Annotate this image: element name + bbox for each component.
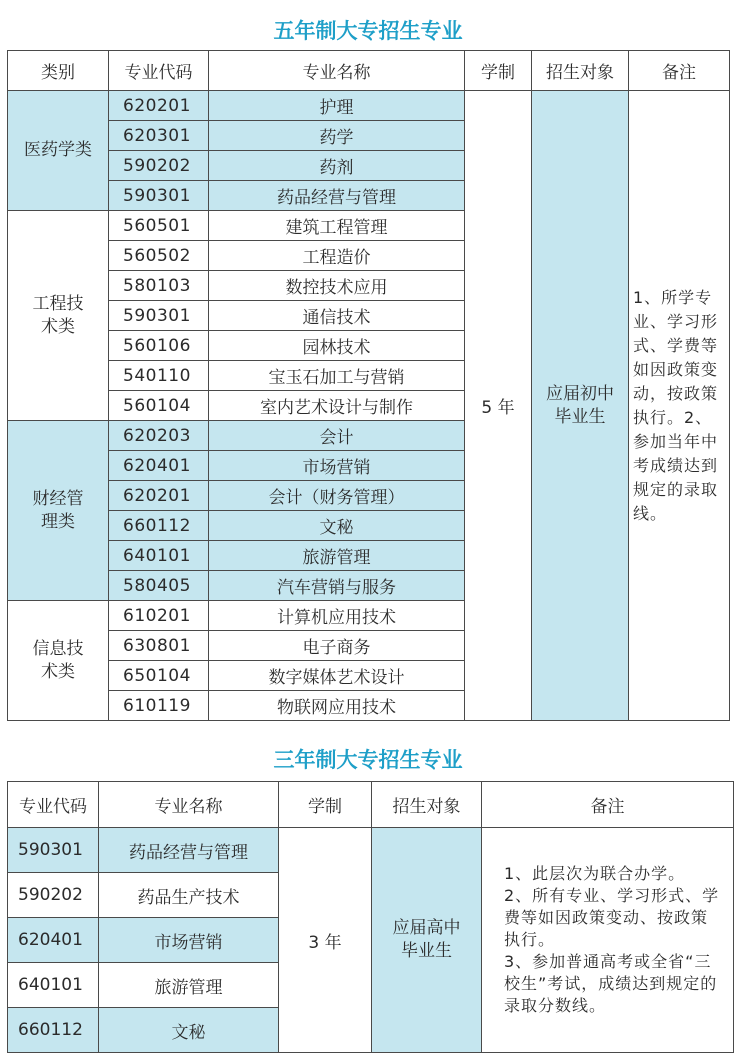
name-cell: 计算机应用技术	[209, 601, 465, 631]
name-cell: 旅游管理	[99, 963, 279, 1008]
name-cell: 宝玉石加工与营销	[209, 361, 465, 391]
header-name: 专业名称	[99, 782, 279, 828]
header-duration: 学制	[465, 51, 532, 91]
header-target: 招生对象	[532, 51, 629, 91]
name-cell: 文秘	[209, 511, 465, 541]
code-cell: 590301	[109, 301, 209, 331]
header-name: 专业名称	[209, 51, 465, 91]
code-cell: 610119	[109, 691, 209, 721]
five-year-table	[7, 50, 730, 721]
name-cell: 会计（财务管理）	[209, 481, 465, 511]
code-cell: 630801	[109, 631, 209, 661]
header-code: 专业代码	[8, 782, 99, 828]
code-cell: 560501	[109, 211, 209, 241]
header-note: 备注	[629, 51, 730, 91]
code-cell: 620401	[8, 918, 99, 963]
note-cell	[482, 828, 734, 1053]
name-cell: 市场营销	[209, 451, 465, 481]
name-cell: 药品生产技术	[99, 873, 279, 918]
header-category: 类别	[8, 51, 109, 91]
name-cell: 文秘	[99, 1008, 279, 1053]
code-cell: 640101	[8, 963, 99, 1008]
three-year-table	[7, 781, 734, 1053]
name-cell: 药剂	[209, 151, 465, 181]
code-cell: 640101	[109, 541, 209, 571]
name-cell: 园林技术	[209, 331, 465, 361]
target-cell: 应届初中毕业生	[532, 91, 629, 721]
code-cell: 660112	[109, 511, 209, 541]
name-cell: 物联网应用技术	[209, 691, 465, 721]
note-cell: 1、所学专业、学习形式、学费等如因政策变动，按政策执行。2、参加当年中考成绩达到规定的录取线。	[629, 91, 730, 721]
header-note: 备注	[482, 782, 734, 828]
code-cell: 650104	[109, 661, 209, 691]
name-cell: 电子商务	[209, 631, 465, 661]
duration-cell: 5 年	[465, 91, 532, 721]
code-cell: 540110	[109, 361, 209, 391]
code-cell: 660112	[8, 1008, 99, 1053]
code-cell: 620301	[109, 121, 209, 151]
name-cell: 数字媒体艺术设计	[209, 661, 465, 691]
code-cell: 620203	[109, 421, 209, 451]
name-cell: 药品经营与管理	[99, 828, 279, 873]
name-cell: 药学	[209, 121, 465, 151]
header-code: 专业代码	[109, 51, 209, 91]
name-cell: 数控技术应用	[209, 271, 465, 301]
name-cell: 室内艺术设计与制作	[209, 391, 465, 421]
name-cell: 会计	[209, 421, 465, 451]
code-cell: 610201	[109, 601, 209, 631]
note-line: 2、所有专业、学习形式、学费等如因政策变动、按政策执行。	[504, 886, 720, 949]
category-cell: 工程技术类	[8, 211, 109, 421]
header-target: 招生对象	[372, 782, 482, 828]
code-cell: 560502	[109, 241, 209, 271]
table-header-row	[8, 782, 734, 828]
code-cell: 620201	[109, 481, 209, 511]
table-row	[8, 828, 734, 873]
code-cell: 580103	[109, 271, 209, 301]
code-cell: 590202	[8, 873, 99, 918]
table-row	[8, 91, 730, 121]
code-cell: 590301	[8, 828, 99, 873]
code-cell: 590301	[109, 181, 209, 211]
category-cell: 信息技术类	[8, 601, 109, 721]
five-year-title: 五年制大专招生专业	[273, 19, 463, 43]
code-cell: 590202	[109, 151, 209, 181]
name-cell: 建筑工程管理	[209, 211, 465, 241]
code-cell: 560104	[109, 391, 209, 421]
name-cell: 市场营销	[99, 918, 279, 963]
header-duration: 学制	[279, 782, 372, 828]
name-cell: 汽车营销与服务	[209, 571, 465, 601]
code-cell: 620401	[109, 451, 209, 481]
category-cell: 医药学类	[8, 91, 109, 211]
code-cell: 560106	[109, 331, 209, 361]
name-cell: 旅游管理	[209, 541, 465, 571]
target-cell: 应届高中毕业生	[372, 828, 482, 1053]
table-header-row	[8, 51, 730, 91]
name-cell: 通信技术	[209, 301, 465, 331]
duration-cell: 3 年	[279, 828, 372, 1053]
code-cell: 620201	[109, 91, 209, 121]
code-cell: 580405	[109, 571, 209, 601]
name-cell: 护理	[209, 91, 465, 121]
name-cell: 工程造价	[209, 241, 465, 271]
three-year-title: 三年制大专招生专业	[273, 748, 463, 772]
note-line: 3、参加普通高考或全省“三校生”考试，成绩达到规定的录取分数线。	[504, 952, 718, 1015]
category-cell: 财经管理类	[8, 421, 109, 601]
note-line: 1、此层次为联合办学。	[504, 864, 686, 883]
name-cell: 药品经营与管理	[209, 181, 465, 211]
